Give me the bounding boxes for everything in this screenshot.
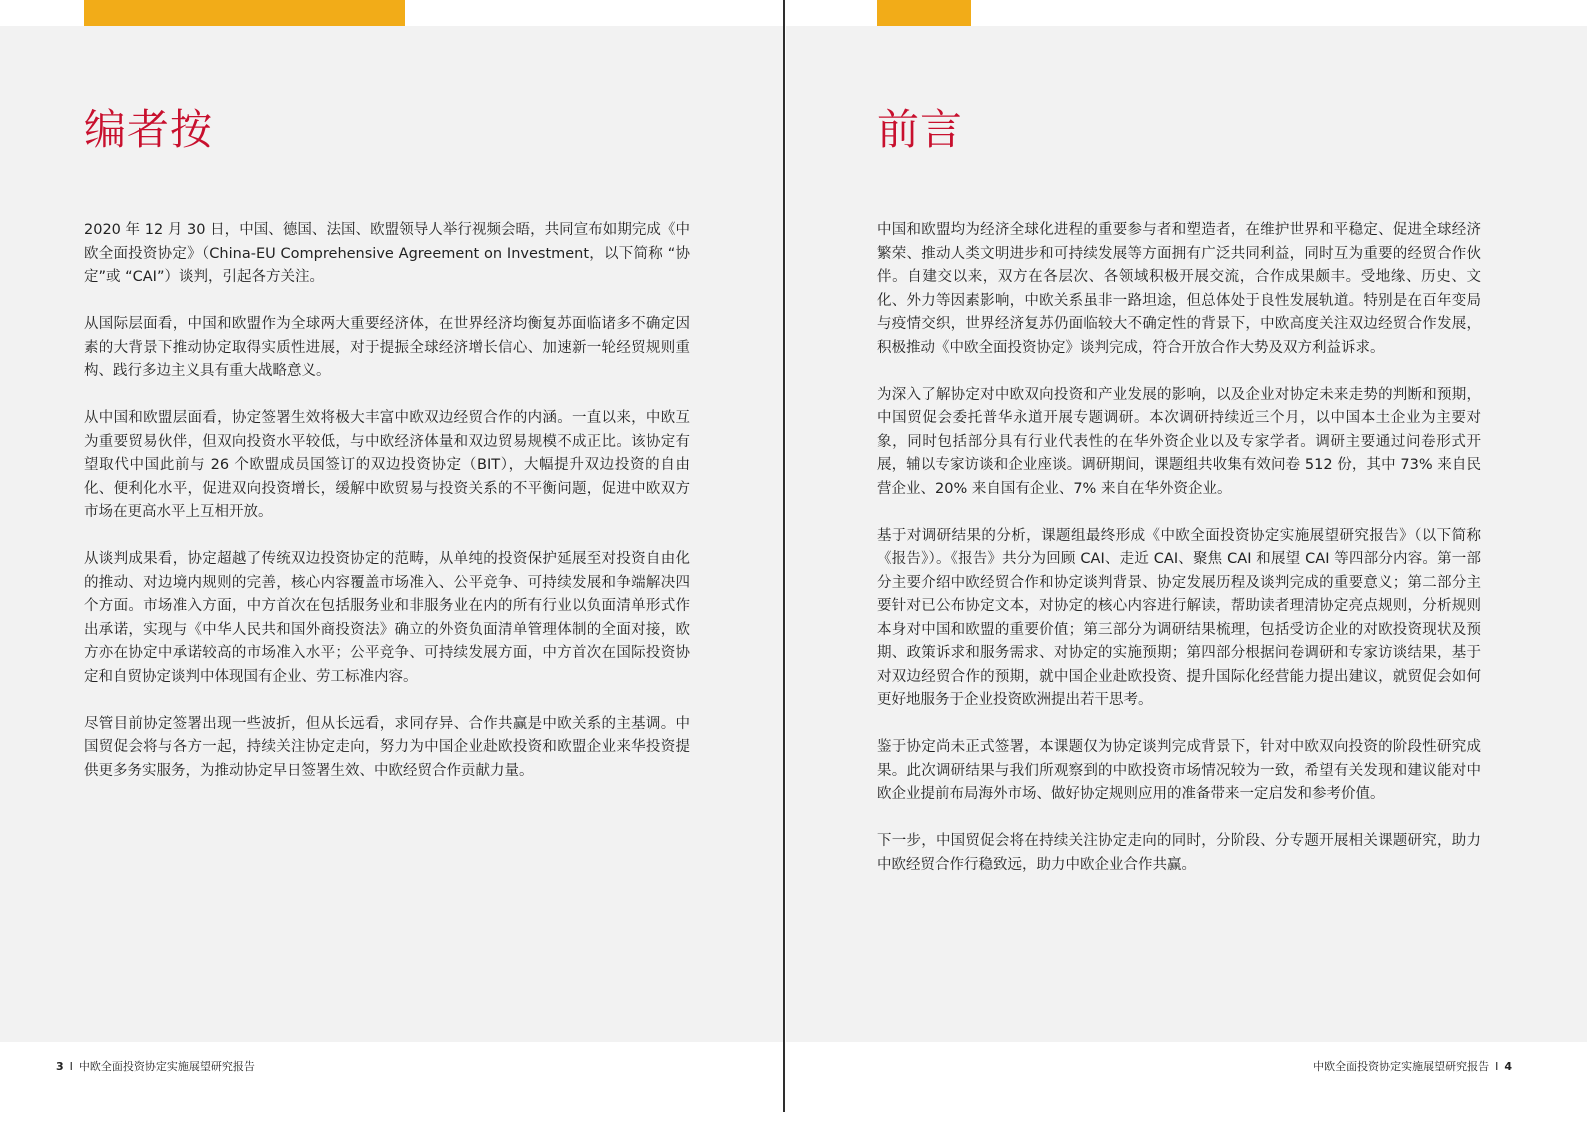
page-footer [56, 1059, 255, 1075]
paragraph: 为深入了解协定对中欧双向投资和产业发展的影响，以及企业对协定未来走势的判断和预期，中国贸促会委托普华永道开展专题调研。本次调研持续近三个月，以中国本土企业为主要对象，同时包括部分具有行业代表性的在华外资企业以及专家学者。调研主要通过问卷形式开展，辅以专家访谈和企业座谈。调研期间，课题组共收集有效问卷 512 份，其中 73% 来自民营企业、20% 来自国有企业、7% 来自在华外资企业。 [877, 386, 1481, 497]
footer-band [786, 1042, 1587, 1122]
right-page [786, 0, 1587, 1122]
paragraph: 鉴于协定尚未正式签署，本课题仅为协定谈判完成背景下，针对中欧双向投资的阶段性研究成果。此次调研结果与我们所观察到的中欧投资市场情况较为一致，希望有关发现和建议能对中欧企业提前布局海外市场、做好协定规则应用的准备带来一定启发和参考价值。 [877, 739, 1481, 802]
section-heading: 前言 [877, 105, 964, 154]
paragraph: 从中国和欧盟层面看，协定签署生效将极大丰富中欧双边经贸合作的内涵。一直以来，中欧互为重要贸易伙伴，但双向投资水平较低，与中欧经济体量和双边贸易规模不成正比。该协定有望取代中国此前与 26 个欧盟成员国签订的双边投资协定（BIT），大幅提升双边投资的自由化、便利化水平，促进双向投资增长，缓解中欧贸易与投资关系的不平衡问题，促进中欧双方市场在更高水平上互相开放。 [84, 410, 690, 520]
body-text [877, 219, 1481, 901]
paragraph: 下一步，中国贸促会将在持续关注协定走向的同时，分阶段、分专题开展相关课题研究，助力中欧经贸合作行稳致远，助力中欧企业合作共赢。 [877, 833, 1481, 873]
paragraph: 2020 年 12 月 30 日，中国、德国、法国、欧盟领导人举行视频会晤，共同宣布如期完成《中欧全面投资协定》（China-EU Comprehensive Agreement on Investment，以下简称 “协定”或 “CAI”）谈判，引起各方关注。 [84, 222, 690, 285]
page-number: 3 [56, 1060, 64, 1073]
accent-bar [877, 0, 971, 26]
footer-separator: I [1495, 1060, 1499, 1073]
page-divider [783, 0, 785, 1112]
accent-bar [84, 0, 405, 26]
paragraph: 中国和欧盟均为经济全球化进程的重要参与者和塑造者，在维护世界和平稳定、促进全球经济繁荣、推动人类文明进步和可持续发展等方面拥有广泛共同利益，同时互为重要的经贸合作伙伴。自建交以来，双方在各层次、各领域积极开展交流，合作成果颇丰。受地缘、历史、文化、外力等因素影响，中欧关系虽非一路坦途，但总体处于良性发展轨道。特别是在百年变局与疫情交织，世界经济复苏仍面临较大不确定性的背景下，中欧高度关注双边经贸合作发展，积极推动《中欧全面投资协定》谈判完成，符合开放合作大势及双方利益诉求。 [877, 222, 1481, 356]
page-number: 4 [1504, 1060, 1512, 1073]
section-heading: 编者按 [84, 105, 214, 154]
paragraph: 从国际层面看，中国和欧盟作为全球两大重要经济体，在世界经济均衡复苏面临诸多不确定因素的大背景下推动协定取得实质性进展，对于提振全球经济增长信心、加速新一轮经贸规则重构、践行多边主义具有重大战略意义。 [84, 316, 690, 379]
paragraph: 尽管目前协定签署出现一些波折，但从长远看，求同存异、合作共赢是中欧关系的主基调。中国贸促会将与各方一起，持续关注协定走向，努力为中国企业赴欧投资和欧盟企业来华投资提供更多务实服务，为推动协定早日签署生效、中欧经贸合作贡献力量。 [84, 715, 690, 779]
left-page [0, 0, 783, 1122]
report-title: 中欧全面投资协定实施展望研究报告 [78, 1060, 255, 1073]
page-footer [1313, 1059, 1512, 1075]
report-title: 中欧全面投资协定实施展望研究报告 [1313, 1060, 1490, 1073]
body-text [84, 219, 690, 807]
footer-separator: I [69, 1060, 73, 1073]
paragraph: 基于对调研结果的分析，课题组最终形成《中欧全面投资协定实施展望研究报告》（以下简称《报告》）。《报告》共分为回顾 CAI、走近 CAI、聚焦 CAI 和展望 CAI 等四部分内容。第一部分主要介绍中欧经贸合作和协定谈判背景、协定发展历程及谈判完成的重要意义；第二部分主要针对已公布协定文本，对协定的核心内容进行解读，帮助读者理清协定亮点规则，分析规则本身对中国和欧盟的重要价值；第三部分为调研结果梳理，包括受访企业的对欧投资现状及预期、政策诉求和服务需求、对协定的实施预期；第四部分根据问卷调研和专家访谈结果，基于对双边经贸合作的预期，就中国企业赴欧投资、提升国际化经营能力提出建议，就贸促会如何更好地服务于企业投资欧洲提出若干思考。 [877, 527, 1481, 708]
footer-band [0, 1042, 783, 1122]
paragraph: 从谈判成果看，协定超越了传统双边投资协定的范畴，从单纯的投资保护延展至对投资自由化的推动、对边境内规则的完善，核心内容覆盖市场准入、公平竞争、可持续发展和争端解决四个方面。市场准入方面，中方首次在包括服务业和非服务业在内的所有行业以负面清单形式作出承诺，实现与《中华人民共和国外商投资法》确立的外资负面清单管理体制的全面对接，欧方亦在协定中承诺较高的市场准入水平；公平竞争、可持续发展方面，中方首次在国际投资协定和自贸协定谈判中体现国有企业、劳工标准内容。 [84, 551, 690, 685]
